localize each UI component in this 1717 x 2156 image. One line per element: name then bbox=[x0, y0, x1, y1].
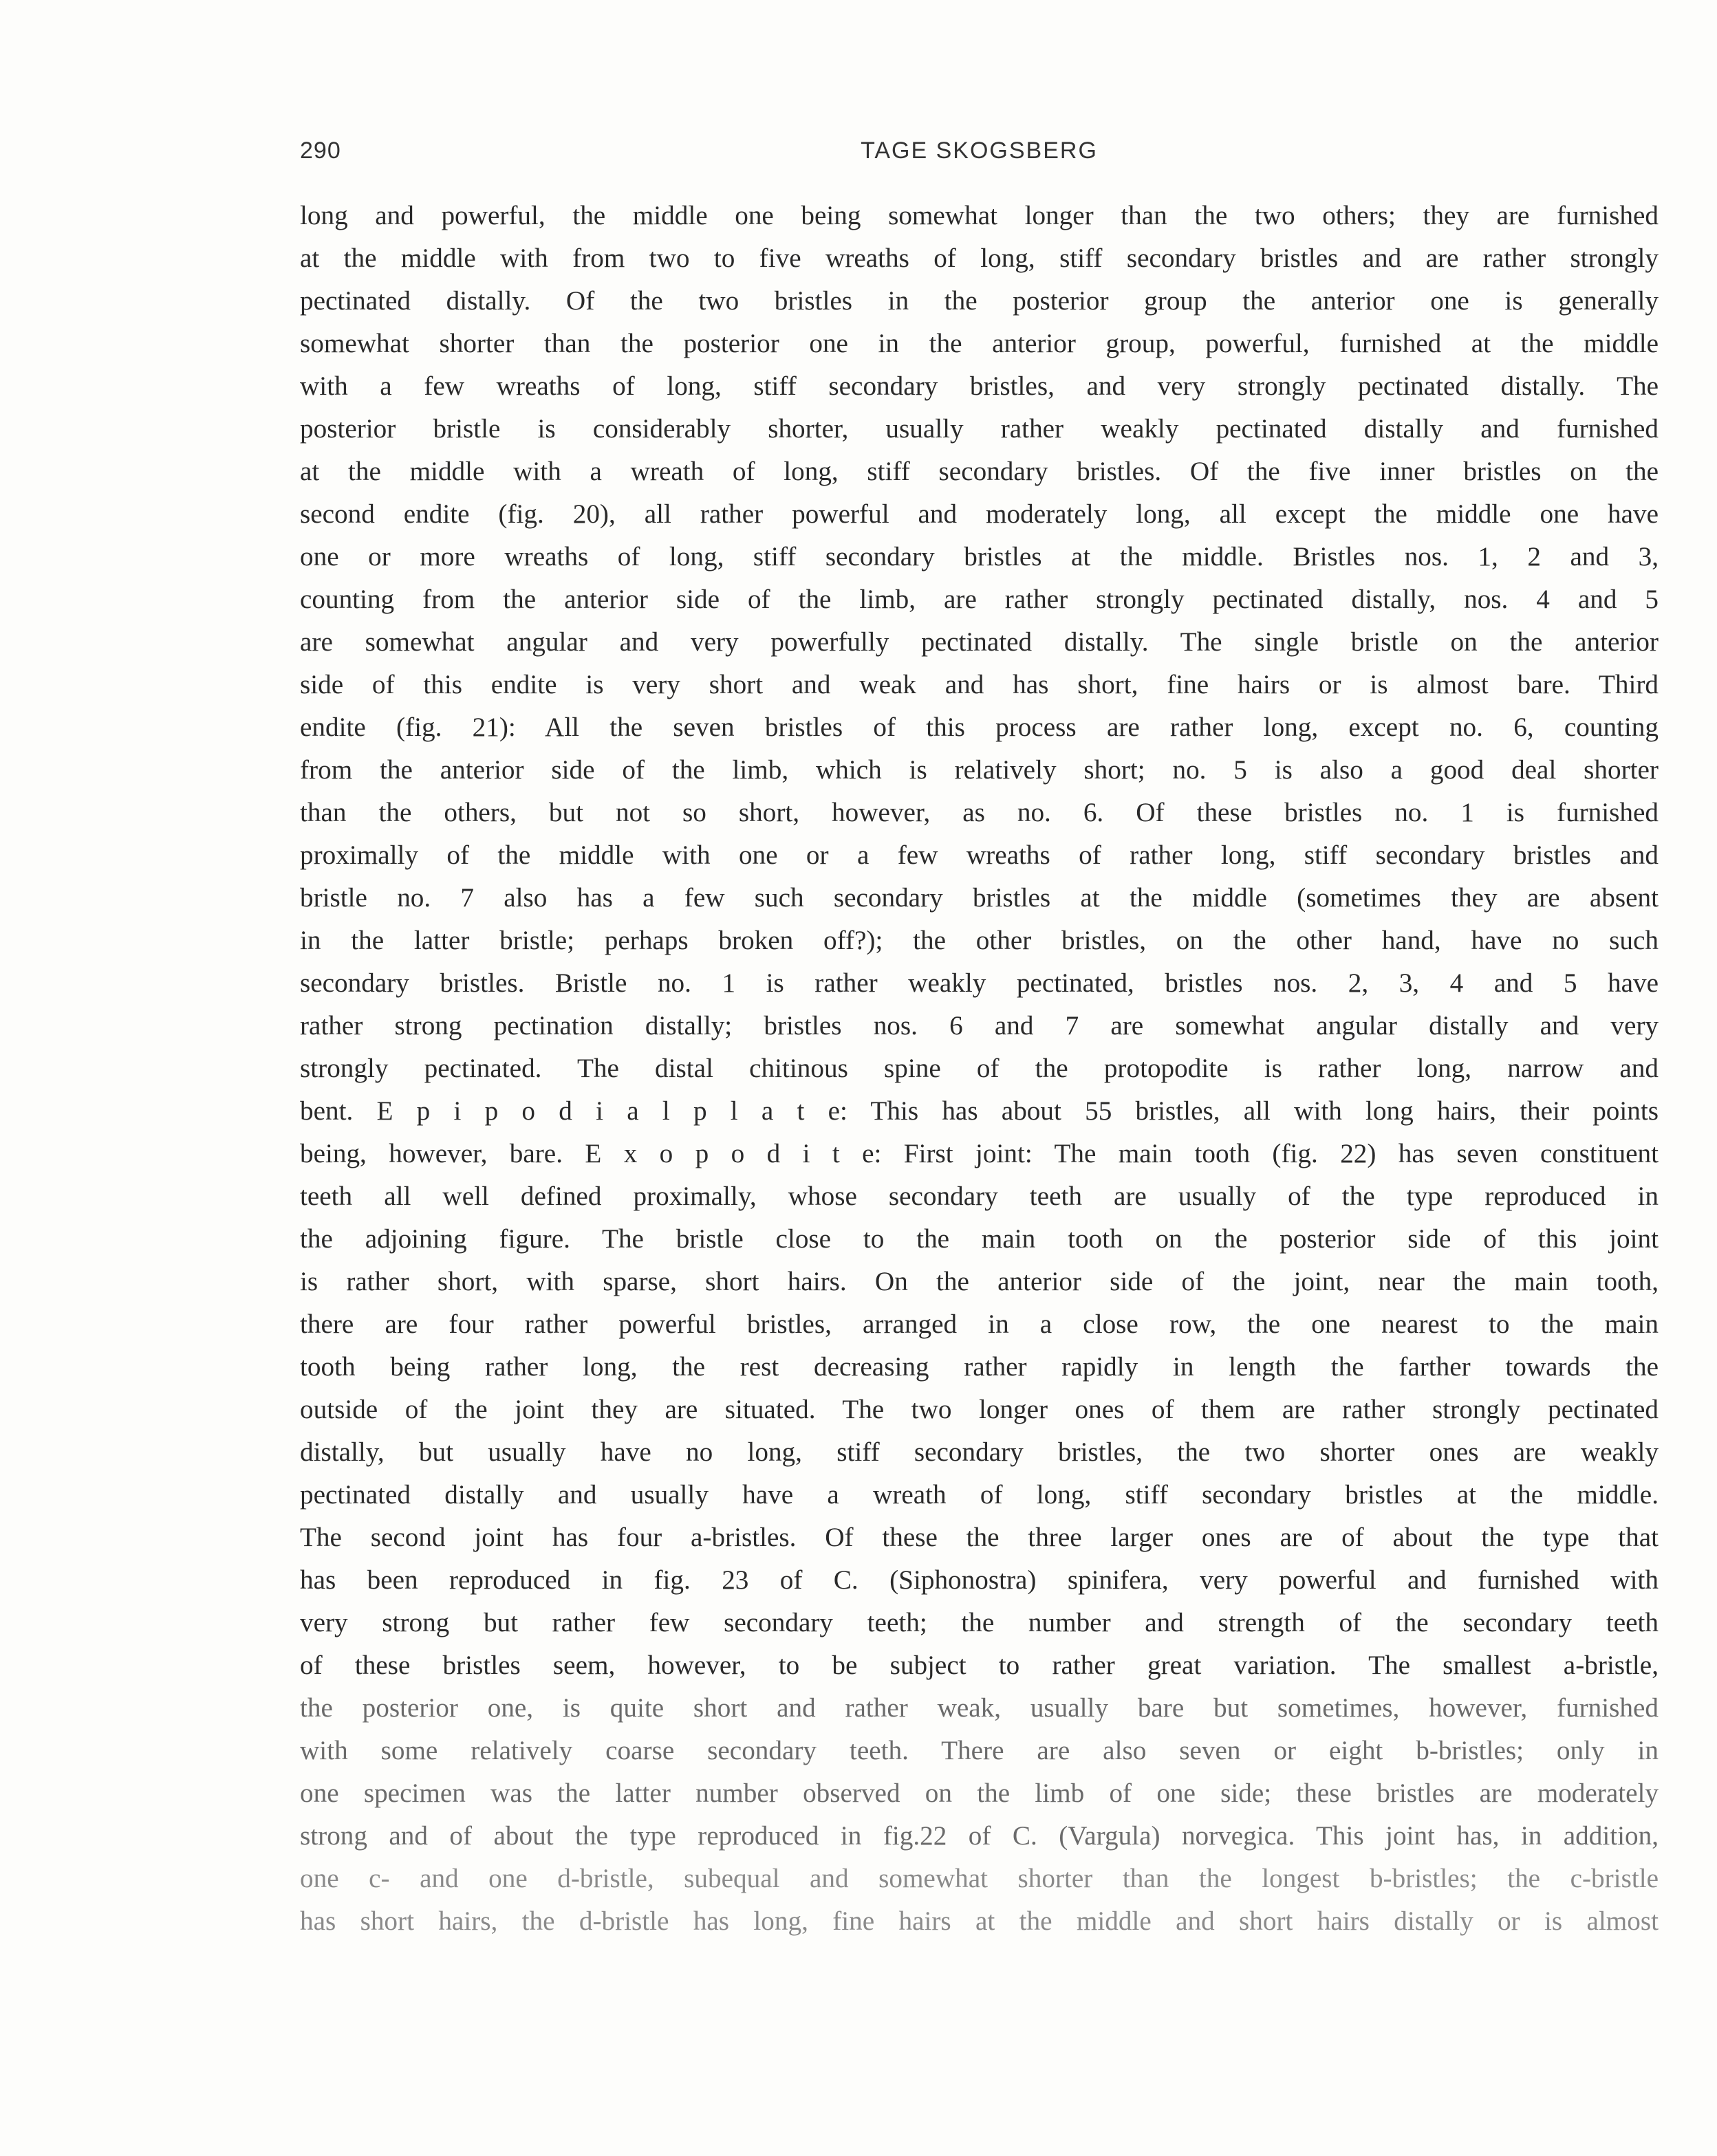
text-line: endite (fig. 21): All the seven bristles of this process are rather long, except no. 6, counting bbox=[300, 712, 1659, 742]
page-header bbox=[300, 138, 1659, 172]
text-line: The second joint has four a-bristles. Of these the three larger ones are of about the type that bbox=[300, 1523, 1659, 1552]
text-line: secondary bristles. Bristle no. 1 is rather weakly pectinated, bristles nos. 2, 3, 4 and 5 have bbox=[300, 968, 1659, 998]
text-line: there are four rather powerful bristles, arranged in a close row, the one nearest to the main bbox=[300, 1309, 1659, 1339]
text-line: posterior bristle is considerably shorter, usually rather weakly pectinated distally and furnished bbox=[300, 414, 1659, 444]
text-line: at the middle with a wreath of long, stiff secondary bristles. Of the five inner bristles on the bbox=[300, 457, 1659, 486]
text-line: with some relatively coarse secondary teeth. There are also seven or eight b-bristles; only in bbox=[300, 1736, 1659, 1765]
text-line: are somewhat angular and very powerfully pectinated distally. The single bristle on the anterior bbox=[300, 627, 1659, 657]
text-line: counting from the anterior side of the limb, are rather strongly pectinated distally, nos. 4 and 5 bbox=[300, 585, 1659, 614]
body-text bbox=[300, 195, 1659, 1943]
text-line: one c- and one d-bristle, subequal and somewhat shorter than the longest b-bristles; the c-bristle bbox=[300, 1864, 1659, 1893]
text-line: pectinated distally and usually have a wreath of long, stiff secondary bristles at the middle. bbox=[300, 1480, 1659, 1510]
text-line: is rather short, with sparse, short hairs. On the anterior side of the joint, near the main tooth, bbox=[300, 1267, 1659, 1296]
text-line: strong and of about the type reproduced in fig.22 of C. (Vargula) norvegica. This joint has, in addition, bbox=[300, 1821, 1659, 1851]
text-line: tooth being rather long, the rest decreasing rather rapidly in length the farther towards the bbox=[300, 1352, 1659, 1382]
text-line: has been reproduced in fig. 23 of C. (Siphonostra) spinifera, very powerful and furnished with bbox=[300, 1565, 1659, 1595]
page-number: 290 bbox=[300, 138, 341, 164]
text-line: being, however, bare. E x o p o d i t e: First joint: The main tooth (fig. 22) has seven constituent bbox=[300, 1139, 1659, 1168]
text-line: bristle no. 7 also has a few such secondary bristles at the middle (sometimes they are absent bbox=[300, 883, 1659, 913]
text-line: has short hairs, the d-bristle has long, fine hairs at the middle and short hairs distally or is almost bbox=[300, 1906, 1659, 1936]
text-line: with a few wreaths of long, stiff secondary bristles, and very strongly pectinated distally. The bbox=[300, 371, 1659, 401]
text-line: rather strong pectination distally; bristles nos. 6 and 7 are somewhat angular distally and very bbox=[300, 1011, 1659, 1041]
text-line: strongly pectinated. The distal chitinous spine of the protopodite is rather long, narrow and bbox=[300, 1054, 1659, 1083]
text-line: second endite (fig. 20), all rather powerful and moderately long, all except the middle one have bbox=[300, 499, 1659, 529]
text-line: somewhat shorter than the posterior one in the anterior group, powerful, furnished at the middle bbox=[300, 329, 1659, 358]
text-line: of these bristles seem, however, to be subject to rather great variation. The smallest a-bristle, bbox=[300, 1651, 1659, 1680]
text-line: side of this endite is very short and weak and has short, fine hairs or is almost bare. Third bbox=[300, 670, 1659, 699]
text-line: very strong but rather few secondary teeth; the number and strength of the secondary teeth bbox=[300, 1608, 1659, 1637]
running-head: TAGE SKOGSBERG bbox=[861, 138, 1098, 164]
text-line: the posterior one, is quite short and rather weak, usually bare but sometimes, however, furnished bbox=[300, 1693, 1659, 1723]
text-line: outside of the joint they are situated. The two longer ones of them are rather strongly pectinated bbox=[300, 1395, 1659, 1424]
text-line: from the anterior side of the limb, which is relatively short; no. 5 is also a good deal shorter bbox=[300, 755, 1659, 785]
text-line: at the middle with from two to five wreaths of long, stiff secondary bristles and are rather strongly bbox=[300, 243, 1659, 273]
text-line: in the latter bristle; perhaps broken off?); the other bristles, on the other hand, have no such bbox=[300, 926, 1659, 955]
text-line: the adjoining figure. The bristle close to the main tooth on the posterior side of this joint bbox=[300, 1224, 1659, 1254]
text-line: pectinated distally. Of the two bristles in the posterior group the anterior one is generally bbox=[300, 286, 1659, 316]
text-line: one specimen was the latter number observed on the limb of one side; these bristles are moderately bbox=[300, 1778, 1659, 1808]
text-line: than the others, but not so short, however, as no. 6. Of these bristles no. 1 is furnished bbox=[300, 798, 1659, 827]
text-line: long and powerful, the middle one being somewhat longer than the two others; they are furnished bbox=[300, 201, 1659, 230]
text-line: teeth all well defined proximally, whose secondary teeth are usually of the type reproduced in bbox=[300, 1182, 1659, 1211]
text-line: distally, but usually have no long, stiff secondary bristles, the two shorter ones are weakly bbox=[300, 1437, 1659, 1467]
text-line: bent. E p i p o d i a l p l a t e: This has about 55 bristles, all with long hairs, their points bbox=[300, 1096, 1659, 1126]
text-line: proximally of the middle with one or a few wreaths of rather long, stiff secondary bristles and bbox=[300, 840, 1659, 870]
text-line: one or more wreaths of long, stiff secondary bristles at the middle. Bristles nos. 1, 2 and 3, bbox=[300, 542, 1659, 571]
